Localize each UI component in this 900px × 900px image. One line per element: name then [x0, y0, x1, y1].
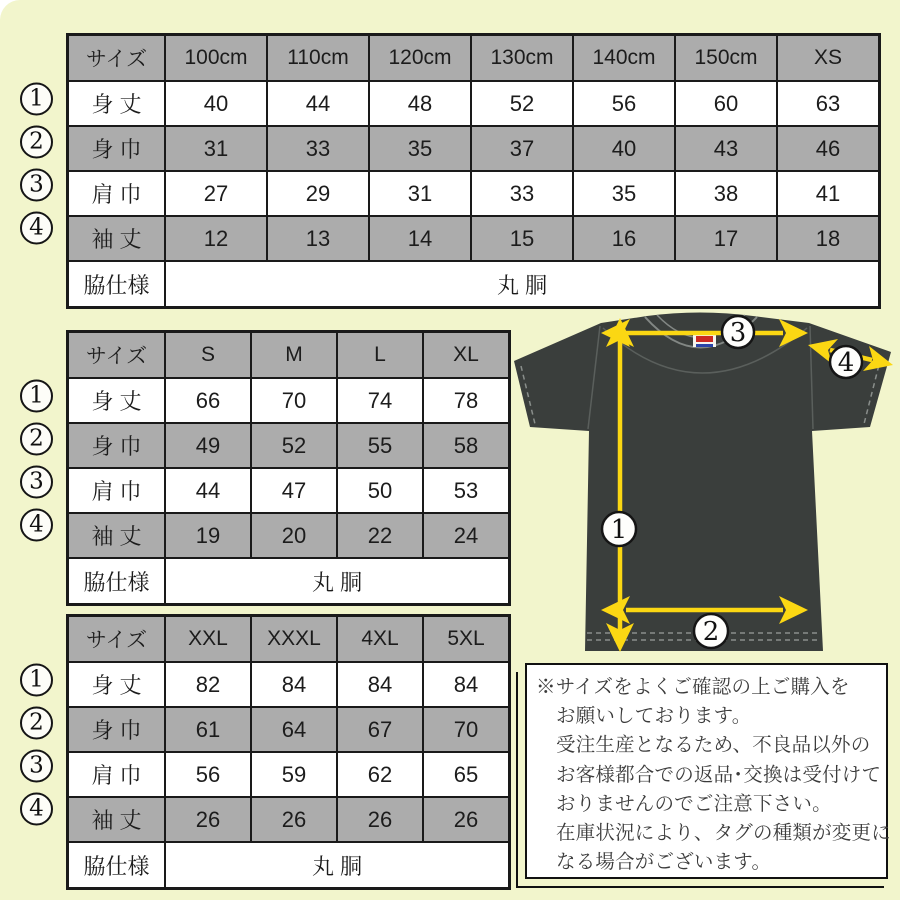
note-line: 受注生産となるため、不良品以外の [556, 734, 871, 757]
measure-value: 82 [165, 662, 251, 707]
measure-value: 26 [423, 797, 510, 842]
measure-value: 84 [423, 662, 510, 707]
row-marker-circle-3: 3 [20, 168, 53, 201]
row-marker-circle-2: 2 [20, 706, 53, 739]
purchase-note-box [525, 663, 891, 879]
size-header-XXXL: XXXL [251, 616, 337, 663]
measure-value: 19 [165, 513, 251, 558]
measure-value: 15 [471, 216, 573, 261]
measure-value: 40 [165, 81, 267, 126]
measure-value: 44 [267, 81, 369, 126]
row-marker-circle-4: 4 [20, 211, 53, 244]
size-header-100cm: 100cm [165, 35, 267, 82]
measure-value: 12 [165, 216, 267, 261]
big-size-table-block [29, 614, 511, 890]
size-header-label: サイズ [68, 332, 166, 379]
row-label: 身 丈 [68, 378, 166, 423]
measure-value: 48 [369, 81, 471, 126]
row-marker-circle-1: 1 [20, 379, 53, 412]
table-row [68, 216, 880, 261]
size-header-5XL: 5XL [423, 616, 510, 663]
size-header-XXL: XXL [165, 616, 251, 663]
row-marker-circle-1: 1 [20, 663, 53, 696]
size-header-110cm: 110cm [267, 35, 369, 82]
marker-shoulder-width [722, 316, 754, 348]
measure-value: 84 [337, 662, 423, 707]
marker-sleeve-length [830, 346, 862, 378]
footer-value: 丸 胴 [165, 558, 510, 605]
footer-value: 丸 胴 [165, 842, 510, 889]
marker-2-label: 2 [702, 617, 720, 647]
row-label: 袖 丈 [68, 216, 166, 261]
measure-value: 27 [165, 171, 267, 216]
measure-value: 33 [267, 126, 369, 171]
measure-value: 26 [337, 797, 423, 842]
measure-value: 49 [165, 423, 251, 468]
note-line: 在庫状況により、タグの種類が変更に [556, 822, 891, 845]
measure-value: 84 [251, 662, 337, 707]
row-label: 身 巾 [68, 126, 166, 171]
table-row [68, 81, 880, 126]
note-line: お願いしております。 [556, 705, 752, 728]
size-table-adult-sizes [66, 330, 511, 606]
size-header-S: S [165, 332, 251, 379]
measure-value: 64 [251, 707, 337, 752]
measure-value: 29 [267, 171, 369, 216]
row-marker-circle-4: 4 [20, 792, 53, 825]
note-line: おりませんのでご注意下さい。 [556, 792, 832, 815]
marker-3-label: 3 [729, 318, 747, 348]
size-header-150cm: 150cm [675, 35, 777, 82]
measure-value: 74 [337, 378, 423, 423]
size-header-L: L [337, 332, 423, 379]
measure-value: 26 [165, 797, 251, 842]
measure-value: 26 [251, 797, 337, 842]
table-row [68, 171, 880, 216]
row-label: 肩 巾 [68, 752, 166, 797]
size-header-M: M [251, 332, 337, 379]
measure-value: 13 [267, 216, 369, 261]
measure-value: 78 [423, 378, 510, 423]
measure-value: 31 [165, 126, 267, 171]
measure-value: 43 [675, 126, 777, 171]
measure-value: 58 [423, 423, 510, 468]
row-marker-circle-2: 2 [20, 422, 53, 455]
measure-value: 55 [337, 423, 423, 468]
measure-value: 65 [423, 752, 510, 797]
size-header-4XL: 4XL [337, 616, 423, 663]
measure-value: 63 [777, 81, 880, 126]
size-header-XL: XL [423, 332, 510, 379]
table-row [68, 513, 510, 558]
size-table-kids-sizes [66, 33, 881, 309]
size-header-130cm: 130cm [471, 35, 573, 82]
size-header-140cm: 140cm [573, 35, 675, 82]
row-marker-circle-1: 1 [20, 82, 53, 115]
measure-value: 70 [423, 707, 510, 752]
measure-value: 66 [165, 378, 251, 423]
measure-value: 52 [471, 81, 573, 126]
measure-value: 41 [777, 171, 880, 216]
footer-label: 脇仕様 [68, 558, 166, 605]
measure-value: 61 [165, 707, 251, 752]
row-marker-circle-4: 4 [20, 508, 53, 541]
table-footer-row [68, 558, 510, 605]
measure-value: 24 [423, 513, 510, 558]
measure-value: 33 [471, 171, 573, 216]
row-marker-circle-3: 3 [20, 465, 53, 498]
measure-value: 22 [337, 513, 423, 558]
measure-value: 37 [471, 126, 573, 171]
measure-value: 35 [369, 126, 471, 171]
measure-value: 67 [337, 707, 423, 752]
measure-value: 60 [675, 81, 777, 126]
measure-value: 20 [251, 513, 337, 558]
row-label: 袖 丈 [68, 797, 166, 842]
size-header-XS: XS [777, 35, 880, 82]
measure-value: 35 [573, 171, 675, 216]
row-label: 身 巾 [68, 707, 166, 752]
measure-value: 16 [573, 216, 675, 261]
size-header-label: サイズ [68, 616, 166, 663]
note-line: お客様都合での返品･交換は受付けて [556, 763, 882, 786]
measure-value: 62 [337, 752, 423, 797]
adult-size-table-block [29, 330, 511, 606]
measure-value: 56 [165, 752, 251, 797]
measure-value: 46 [777, 126, 880, 171]
table-footer-row [68, 842, 510, 889]
row-marker-circle-2: 2 [20, 125, 53, 158]
table-row [68, 752, 510, 797]
table-row [68, 423, 510, 468]
marker-1-label: 1 [610, 515, 628, 545]
row-label: 身 巾 [68, 423, 166, 468]
marker-4-label: 4 [837, 348, 855, 378]
table-row [68, 126, 880, 171]
measure-value: 52 [251, 423, 337, 468]
measure-value: 14 [369, 216, 471, 261]
table-row [68, 468, 510, 513]
measure-value: 44 [165, 468, 251, 513]
measure-value: 31 [369, 171, 471, 216]
footer-label: 脇仕様 [68, 842, 166, 889]
row-label: 肩 巾 [68, 171, 166, 216]
measure-value: 70 [251, 378, 337, 423]
measure-value: 56 [573, 81, 675, 126]
measure-value: 17 [675, 216, 777, 261]
table-row [68, 378, 510, 423]
row-marker-circle-3: 3 [20, 749, 53, 782]
row-label: 肩 巾 [68, 468, 166, 513]
size-table-big-sizes [66, 614, 511, 890]
measure-value: 38 [675, 171, 777, 216]
measure-value: 53 [423, 468, 510, 513]
table-row [68, 797, 510, 842]
measure-value: 40 [573, 126, 675, 171]
footer-label: 脇仕様 [68, 261, 166, 308]
measure-value: 47 [251, 468, 337, 513]
row-label: 袖 丈 [68, 513, 166, 558]
marker-body-width [694, 614, 728, 648]
table-row [68, 662, 510, 707]
kids-size-table-block [29, 33, 881, 309]
measure-value: 50 [337, 468, 423, 513]
size-header-label: サイズ [68, 35, 166, 82]
note-line: ※サイズをよくご確認の上ご購入を [536, 676, 850, 698]
size-header-120cm: 120cm [369, 35, 471, 82]
measure-value: 59 [251, 752, 337, 797]
marker-body-length [602, 512, 636, 546]
row-label: 身 丈 [68, 662, 166, 707]
footer-value: 丸 胴 [165, 261, 880, 308]
measure-value: 18 [777, 216, 880, 261]
note-line: なる場合がございます。 [556, 851, 772, 874]
tshirt-measure-diagram [500, 300, 900, 670]
row-label: 身 丈 [68, 81, 166, 126]
table-row [68, 707, 510, 752]
